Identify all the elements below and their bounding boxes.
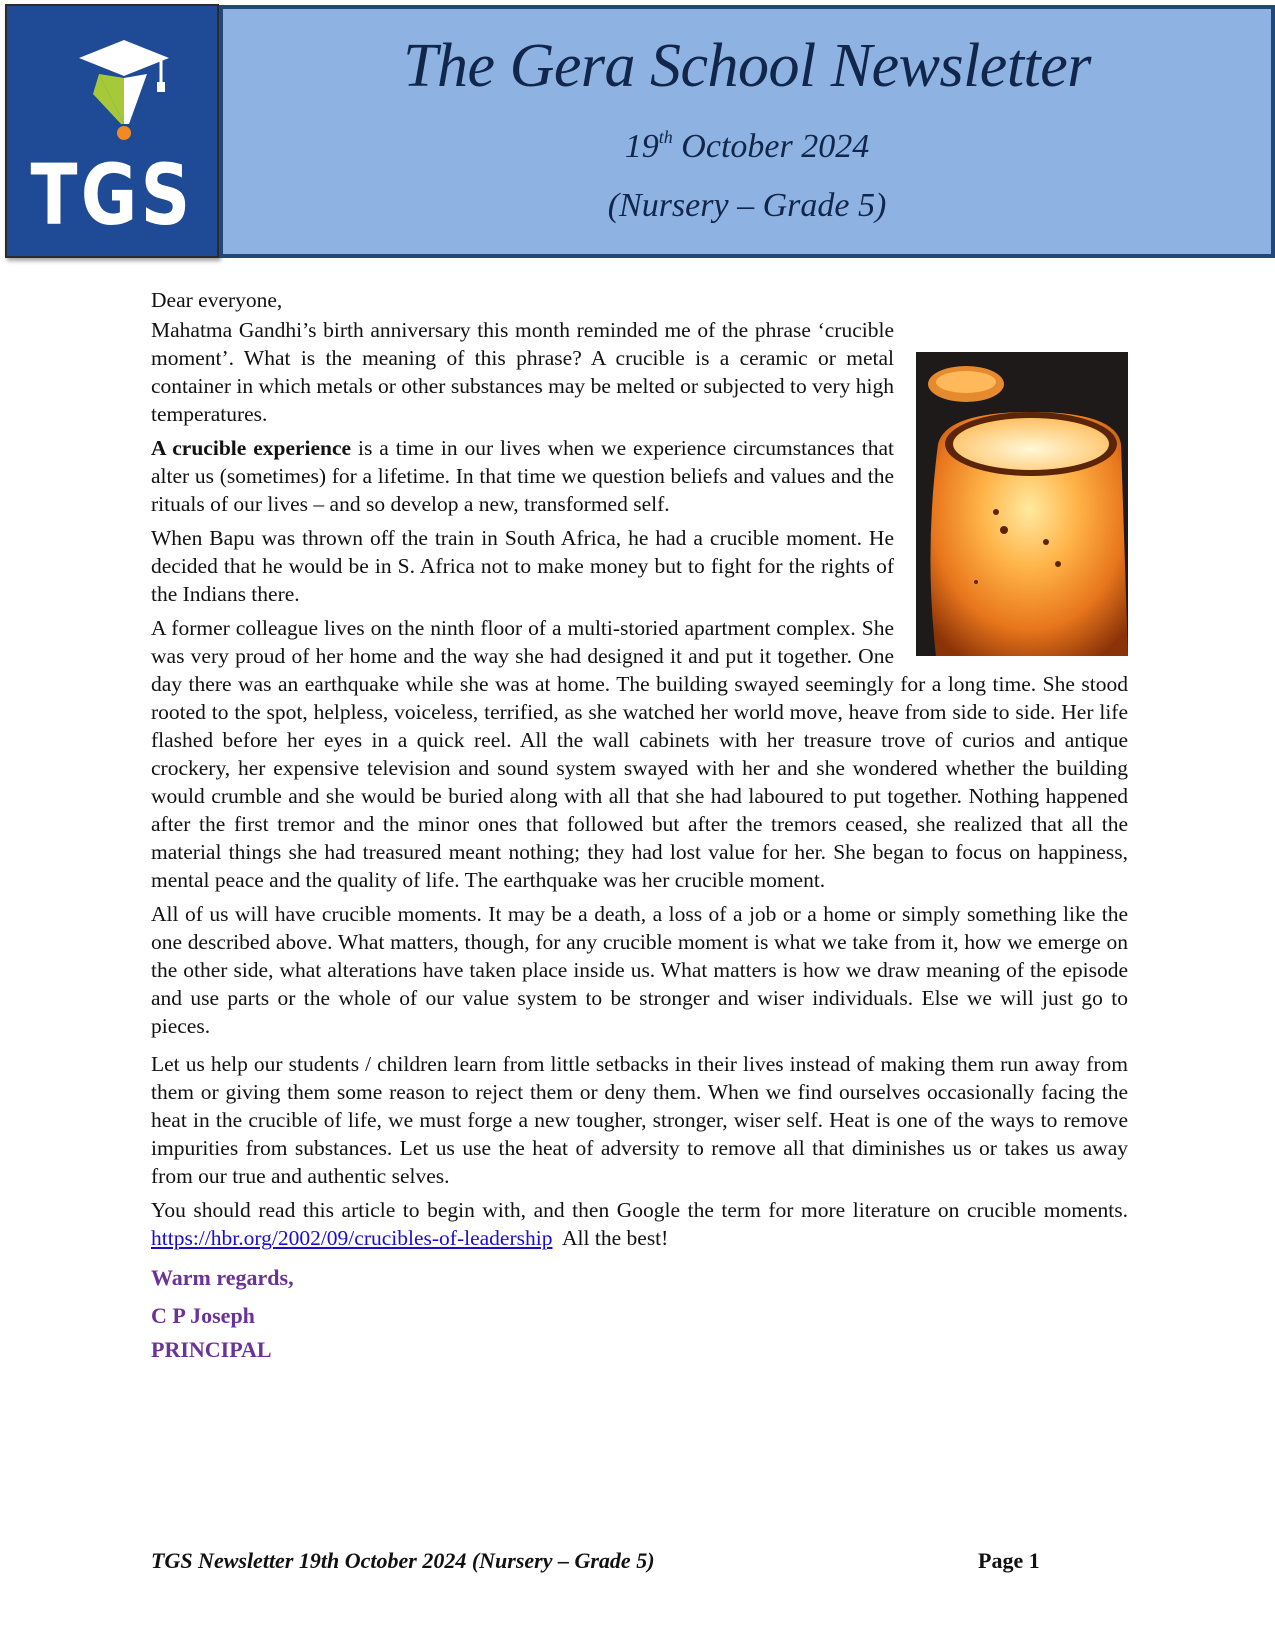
crucible-image [916, 352, 1128, 656]
paragraph-5: All of us will have crucible moments. It may be a death, a loss of a job or a home or simply something like the one described above. What matters, though, for any crucible moment is what we take from it, how we emerge on the other side, what alterations have taken place inside us. What matters is how we draw meaning of the episode and use parts or the whole of our value system to be stronger and wiser individuals. Else we will just go to pieces. [151, 902, 1128, 1038]
paragraph-2-bold: A crucible experience [151, 436, 352, 460]
paragraph-3: When Bapu was thrown off the train in South Africa, he had a crucible moment. He decided that he would be in S. Africa not to make money but to fight for the rights of the Indians there. [151, 526, 894, 606]
page-number: Page 1 [978, 1548, 1040, 1573]
paragraph-6: Let us help our students / children learn from little setbacks in their lives instead of making them run away from them or giving them some reason to reject them or deny them. When we find ourselves occasionally facing the heat in the crucible of life, we must forge a new tougher, stronger, wiser self. Heat is one of the ways to remove impurities from substances. Let us use the heat of adversity to remove all that diminishes us or takes us away from our true and authentic selves. [151, 1052, 1128, 1188]
signer-title: PRINCIPAL [151, 1337, 272, 1362]
paragraph-1: Mahatma Gandhi’s birth anniversary this month reminded me of the phrase ‘crucible moment’. What is the meaning of this phrase? A crucible is a ceramic or metal container in which metals or other substances may be melted or subjected to very high temperatures. [151, 318, 894, 426]
school-logo [5, 4, 219, 258]
paragraph-7-text: You should read this article to begin with, and then Google the term for more literature on crucible moments. [151, 1198, 1139, 1222]
salutation: Dear everyone, [151, 288, 283, 312]
closing: Warm regards, [151, 1265, 294, 1290]
date-suffix: th [658, 127, 673, 147]
newsletter-title: The Gera School Newsletter [403, 32, 1091, 100]
footer-title: TGS Newsletter 19th October 2024 (Nursery – Grade 5) [151, 1548, 655, 1573]
paragraph-7 [151, 1196, 1139, 1252]
letter-body [151, 286, 1139, 1370]
page-footer [151, 1548, 1051, 1574]
signer-name: C P Joseph [151, 1303, 255, 1328]
newsletter-grades: (Nursery – Grade 5) [607, 187, 887, 224]
paragraph-7-closing: All the best! [552, 1226, 669, 1250]
hbr-article-link[interactable]: https://hbr.org/2002/09/crucibles-of-leadership [151, 1226, 553, 1250]
newsletter-date [223, 127, 1271, 166]
logo-text: TGS [30, 146, 194, 244]
newsletter-banner [219, 5, 1275, 258]
date-month-year: October 2024 [672, 128, 870, 165]
graduation-cap-pen-icon [69, 36, 179, 146]
date-day: 19 [624, 128, 659, 165]
paragraph-4: A former colleague lives on the ninth floor of a multi-storied apartment complex. She was very proud of her home and the way she had designed it and put it together. One day there was an earthquake while she was at home. The building swayed seemingly for a long time. She stood rooted to the spot, helpless, voiceless, terrified, as she watched her world move, heave from side to side. Her life flashed before her eyes in a quick reel. All the wall cabinets with her treasure trove of curios and antique crockery, her expensive television and sound system swayed with her and she wondered whether the building would crumble and she would be buried along with all that she had laboured to put together. Nothing happened after the first tremor and the minor ones that followed but after the tremors ceased, she realized that all the material things she had treasured meant nothing; they had lost value for her. She began to focus on happiness, mental peace and the quality of life. The earthquake was her crucible moment. [151, 616, 1128, 892]
paragraph-2-text: is a time in our lives when we experience circumstances that alter us (sometimes) for a lifetime. In that time we question beliefs and values and the rituals of our lives – and so develop a new, transformed self. [151, 436, 894, 516]
